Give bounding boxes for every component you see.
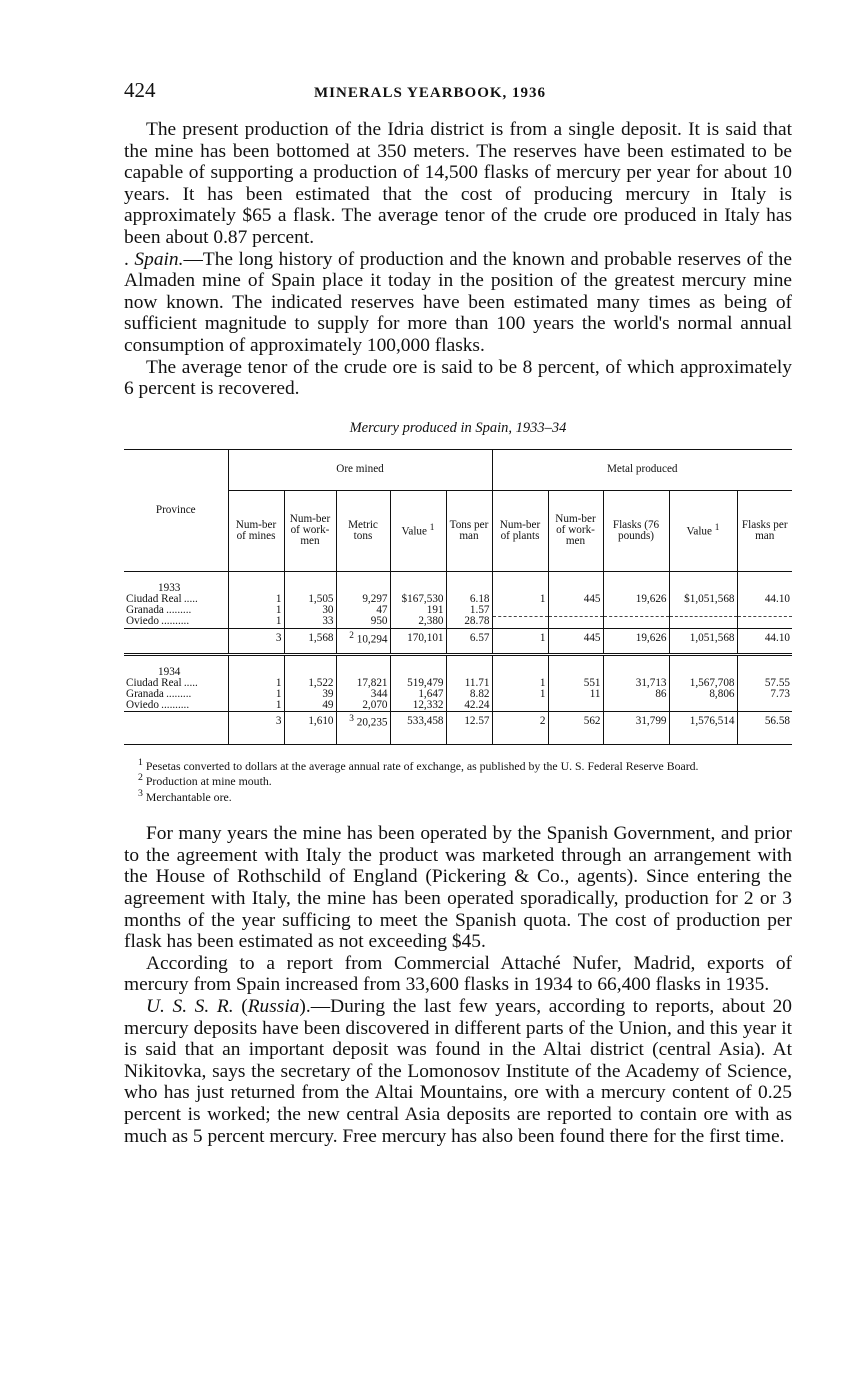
province-cell: Oviedo .......... (124, 616, 228, 628)
total-row (124, 711, 792, 732)
table-cell: 1 (228, 700, 284, 712)
table-row (124, 605, 792, 617)
table-cell (548, 700, 603, 712)
col-header: Metric tons (336, 490, 390, 571)
table-row (124, 700, 792, 712)
paragraph-exports: According to a report from Commercial Attaché Nufer, Madrid, exports of mercury from Spain increased from 33,600 flasks in 1934 to 66,400 flasks in 1935. (124, 952, 792, 996)
table-title: Mercury produced in Spain, 1933–34 (349, 419, 567, 436)
ussr-heading: U. S. S. R. (146, 996, 234, 1018)
col-header-value: Value $^1$ (669, 490, 737, 571)
table-cell: 1 (492, 594, 548, 605)
table-cell (492, 605, 548, 617)
mercury-production-table (124, 449, 792, 745)
total-cell (124, 711, 228, 732)
table-cell: 28.78 (446, 616, 492, 628)
table-cell: 1,522 (284, 678, 336, 689)
table-cell: 2,380 (390, 616, 446, 628)
table-row (124, 616, 792, 628)
table-cell (548, 616, 603, 628)
year-label: 1933 (124, 571, 228, 594)
table-cell: 57.55 (764, 676, 790, 689)
table-cell: $1,051,568 (669, 594, 737, 605)
paragraph-government: For many years the mine has been operated by the Spanish Government, and prior to the agreement with Italy the product was marketed through an arrangement with the House of Rothschild of England (Pickering & Co., agents). Since entering the agreement with Italy, the mine has been operated sporadically, production for 2 or 3 months of the year sufficing to meet the Spanish quota. The cost of production per flask has been estimated as not exceeding $45. (124, 823, 792, 953)
total-row (124, 628, 792, 649)
total-cell: 1 (492, 628, 548, 649)
table-row (124, 594, 792, 605)
table-cell: 1 (228, 689, 284, 700)
province-cell: Ciudad Real ..... (124, 594, 228, 605)
table-cell (603, 616, 669, 628)
table-cell: 2,070 (336, 700, 390, 712)
col-header: Tons per man (446, 490, 492, 571)
table-cell: 17,821 (336, 678, 390, 689)
group-header-metal-produced: Metal produced (492, 449, 792, 490)
total-cell: 44.10 (737, 628, 792, 649)
paragraph-ussr: U. S. S. R. (Russia).—During the last few years, according to reports, about 20 mercury deposits have been discovered in different parts of the Union, and this year it is said that an important deposit was found in the Altai district (central Asia). At Nikitovka, says the secretary of the Lomonosov Institute of the Academy of Science, who has just returned from the Altai Mountains, ore with a mercury content of 0.25 percent is worked; the new central Asia deposits are reported to contain ore with as much as 5 percent mercury. Free mercury has also been found there for the first time. (124, 996, 792, 1147)
table-cell: 42.24 (446, 700, 492, 712)
total-cell: 19,626 (603, 628, 669, 649)
total-cell: 1,610 (284, 711, 336, 732)
running-title: MINERALS YEARBOOK, 1936 (314, 85, 547, 101)
table-cell: 86 (603, 689, 669, 700)
table-cell: 1 (228, 594, 284, 605)
total-cell: $^3$ 20,235 (336, 711, 390, 732)
table-cell: 445 (548, 594, 603, 605)
table-cell: 1.57 (446, 605, 492, 617)
total-cell: 3 (228, 711, 284, 732)
table-cell (603, 605, 669, 617)
col-header: Num-ber of plants (492, 490, 548, 571)
page-number: 424 (124, 78, 156, 102)
table-cell (669, 605, 737, 617)
table-cell: 950 (336, 616, 390, 628)
table-cell: 30 (284, 605, 336, 617)
province-cell: Granada ......... (124, 605, 228, 617)
total-cell: 1,576,514 (669, 711, 737, 732)
ussr-text: During the last few years, according to reports, about 20 mercury deposits have been discovered in different parts of the Union, and this year it is said that an important deposit was found in the Altai district (central Asia). At Nikitovka, says the secretary of the Lomonosov Institute of the Academy of Science, who has just returned from the Altai Mountains, ore with a mercury content of 0.25 percent is worked; the new central Asia deposits are reported to contain ore with as much as 5 percent mercury. Free mercury has also been found there for the first time. (124, 996, 792, 1147)
table-cell: 49 (284, 700, 336, 712)
ussr-russia: Russia (247, 996, 300, 1018)
col-header-province: Province (124, 449, 228, 571)
table-cell: $167,530 (390, 594, 446, 605)
table-cell: 19,626 (603, 594, 669, 605)
table-cell: 551 (548, 678, 603, 689)
total-cell: 6.57 (446, 628, 492, 649)
table-cell: 1 (228, 678, 284, 689)
total-cell: 2 (492, 711, 548, 732)
total-cell: 170,101 (390, 628, 446, 649)
table-cell: 8.82 (446, 689, 492, 700)
col-header: Num-ber of mines (228, 490, 284, 571)
table-cell: 44.10 (764, 592, 790, 605)
table-cell (737, 700, 792, 712)
table-cell: 8,806 (669, 689, 737, 700)
total-cell: 445 (548, 628, 603, 649)
table-cell: 7.73 (770, 687, 790, 700)
page-header (124, 78, 792, 106)
table-row (124, 678, 792, 689)
group-header-ore-mined: Ore mined (228, 449, 492, 490)
table-cell: 11 (548, 689, 603, 700)
province-cell: Oviedo .......... (124, 700, 228, 712)
table-cell: 1,647 (390, 689, 446, 700)
paragraph-idria: The present production of the Idria district is from a single deposit. It is said that the mine has been bottomed at 350 meters. The reserves have been estimated to be capable of supporting a production of 14,500 flasks of mercury per year for about 10 years. It has been estimated that the cost of producing mercury in Italy is approximately $65 a flask. The average tenor of the crude ore produced in Italy has been about 0.87 percent. (124, 119, 792, 248)
table-cell (669, 700, 737, 712)
table-cell (492, 700, 548, 712)
total-cell: 533,458 (390, 711, 446, 732)
total-cell: 1,568 (284, 628, 336, 649)
table-cell (548, 605, 603, 617)
year-label: 1934 (124, 654, 228, 678)
table-cell (737, 616, 792, 628)
col-header: Flasks (76 pounds) (603, 490, 669, 571)
table-cell: 1,505 (284, 594, 336, 605)
table-cell: 47 (336, 605, 390, 617)
province-cell: Ciudad Real ..... (124, 678, 228, 689)
footnote: $^1$ Pesetas converted to dollars at the average annual rate of exchange, as published by the U. S. Federal Reserve Board. (138, 756, 699, 773)
spain-dash: — (183, 248, 203, 270)
table-cell: 1 (492, 689, 548, 700)
table-cell: 33 (284, 616, 336, 628)
table-cell (737, 605, 792, 617)
spain-lead-dot: . (124, 248, 135, 270)
table-cell (603, 700, 669, 712)
total-cell: 31,799 (603, 711, 669, 732)
table-row (124, 689, 792, 700)
footnote: $^2$ Production at mine mouth. (138, 772, 272, 789)
table-cell: 1 (492, 678, 548, 689)
total-cell (124, 628, 228, 649)
table-cell: 344 (336, 689, 390, 700)
table-cell: 39 (284, 689, 336, 700)
total-cell: 56.58 (737, 711, 792, 732)
table-cell: 519,479 (390, 678, 446, 689)
table-cell: 191 (390, 605, 446, 617)
total-cell: $^2$ 10,294 (336, 628, 390, 649)
spain-text: The long history of production and the known and probable reserves of the Almaden mine of Spain place it today in the position of the greatest mercury mine now known. The indicated reserves have been estimated many times as being of sufficient magnitude to supply for more than 100 years the world's normal annual consumption of approximately 100,000 flasks. (124, 248, 792, 356)
table-cell: 31,713 (603, 678, 669, 689)
col-header: Num-ber of work-men (284, 490, 336, 571)
footnotes (124, 757, 792, 804)
footnote: $^3$ Merchantable ore. (138, 787, 232, 804)
table-cell: 1 (228, 605, 284, 617)
province-cell: Granada ......... (124, 689, 228, 700)
table-cell: 9,297 (336, 594, 390, 605)
total-cell: 3 (228, 628, 284, 649)
table-cell: 6.18 (446, 594, 492, 605)
paragraph-spain (124, 249, 792, 357)
table-cell: 1 (228, 616, 284, 628)
col-header-value: Value $^1$ (390, 490, 446, 571)
table-cell (492, 616, 548, 628)
col-header: Num-ber of work-men (548, 490, 603, 571)
page (124, 78, 792, 1147)
total-cell: 12.57 (446, 711, 492, 732)
table-cell: 1,567,708 (669, 678, 737, 689)
table-cell: 11.71 (446, 678, 492, 689)
table-cell (669, 616, 737, 628)
total-cell: 562 (548, 711, 603, 732)
table-cell: 12,332 (390, 700, 446, 712)
col-header: Flasks per man (737, 490, 792, 571)
paragraph-tenor: The average tenor of the crude ore is said to be 8 percent, of which approximately 6 percent is recovered. (124, 356, 792, 400)
spain-heading: Spain. (134, 248, 184, 270)
total-cell: 1,051,568 (669, 628, 737, 649)
